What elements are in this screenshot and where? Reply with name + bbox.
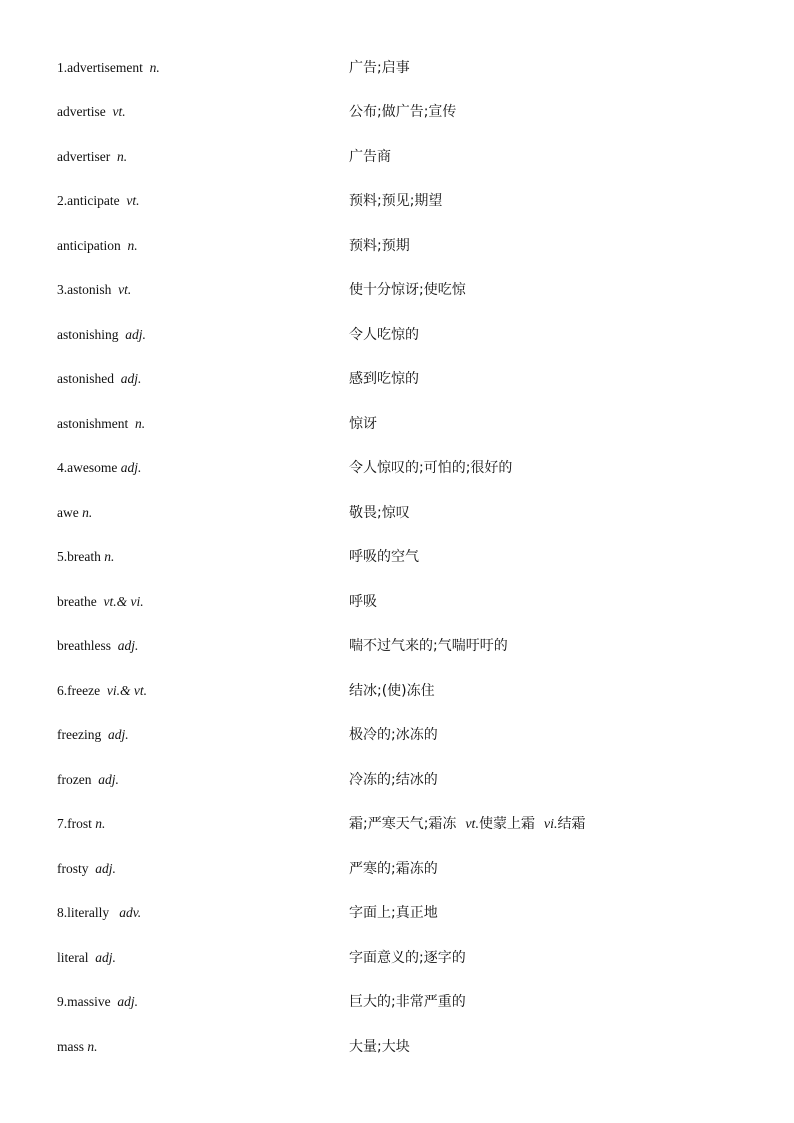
word: advertiser [57,149,111,164]
vocab-row [0,903,794,927]
part-of-speech: n. [104,549,115,564]
vocab-term [57,147,127,167]
part-of-speech: adj. [125,327,146,342]
meaning: 感到吃惊的 [349,371,419,387]
word: frozen [57,772,92,787]
vocab-term [57,58,160,78]
vocab-term [57,903,141,923]
word: 2.anticipate [57,193,120,208]
word: astonished [57,371,114,386]
meaning-main: 霜;严寒天气;霜冻 [349,816,457,832]
vocab-row [0,414,794,438]
meaning: 字面上;真正地 [349,905,438,921]
word: 3.astonish [57,282,112,297]
meaning: 极冷的;冰冻的 [349,727,438,743]
vocab-row [0,1037,794,1061]
meaning: 预料;预见;期望 [349,193,443,209]
vocab-term [57,814,105,834]
part-of-speech: n. [135,416,146,431]
meaning: 广告商 [349,149,391,165]
vocab-row [0,147,794,171]
meaning: 严寒的;霜冻的 [349,861,438,877]
vi-meaning: 结霜 [557,816,586,832]
word: mass [57,1039,84,1054]
vocab-term [57,458,141,478]
word: 1.advertisement [57,60,143,75]
part-of-speech: adv. [119,905,142,920]
vocab-row [0,770,794,794]
vocab-term [57,592,144,612]
meaning: 喘不过气来的;气喘吁吁的 [349,638,508,654]
vocab-term [57,992,138,1012]
word: 8.literally [57,905,110,920]
part-of-speech: n. [127,238,138,253]
vi-label: vi. [543,817,558,832]
word: astonishment [57,416,129,431]
vocab-row [0,503,794,527]
meaning: 大量;大块 [349,1039,410,1055]
vocab-term [57,325,146,345]
vocab-term [57,725,129,745]
vocab-row [0,236,794,260]
word: astonishing [57,327,119,342]
part-of-speech: vt. [118,282,132,297]
vocab-term [57,191,139,211]
word: 4.awesome [57,460,118,475]
vocab-term [57,503,92,523]
meaning: 公布;做广告;宣传 [349,104,457,120]
vocab-row [0,547,794,571]
vocab-row [0,681,794,705]
part-of-speech: adj. [120,371,142,386]
meaning: 结冰;(使)冻住 [349,683,435,699]
word: advertise [57,104,106,119]
vocab-term [57,681,147,701]
meaning: 巨大的;非常严重的 [349,994,466,1010]
meaning: 呼吸 [349,594,377,610]
part-of-speech: adj. [98,772,119,787]
vocab-term [57,102,126,122]
word: 9.massive [57,994,111,1009]
meaning: 呼吸的空气 [349,549,419,565]
vocab-term [57,369,141,389]
vocab-row [0,102,794,126]
meaning: 预料;预期 [349,238,410,254]
vocab-term [57,770,119,790]
part-of-speech: n. [82,505,93,520]
vocab-row [0,191,794,215]
part-of-speech: vt. [126,193,140,208]
vocab-row [0,369,794,393]
part-of-speech: adj. [95,950,116,965]
vocab-row [0,725,794,749]
meaning: 惊讶 [349,416,377,432]
vt-label: vt. [465,817,479,832]
vocab-row [0,992,794,1016]
word: awe [57,505,79,520]
meaning: 广告;启事 [349,60,410,76]
vocab-row [0,58,794,82]
meaning: 冷冻的;结冰的 [349,772,438,788]
meaning [349,814,585,835]
word: 5.breath [57,549,101,564]
part-of-speech: adj. [107,727,129,742]
vocab-term [57,414,145,434]
vocab-row [0,458,794,482]
vocab-row [0,636,794,660]
meaning: 令人惊叹的;可怕的;很好的 [349,460,513,476]
vocab-term [57,636,138,656]
meaning: 敬畏;惊叹 [349,505,410,521]
meaning: 字面意义的;逐字的 [349,950,466,966]
word: anticipation [57,238,121,253]
vocab-term [57,859,116,879]
word: 6.freeze [57,683,101,698]
vocab-row [0,948,794,972]
vt-meaning: 使蒙上霜 [478,816,535,832]
meaning: 使十分惊讶;使吃惊 [349,282,466,298]
part-of-speech: n. [95,816,106,831]
part-of-speech: vi.& vt. [106,683,147,698]
vocab-term [57,948,116,968]
word: 7.frost [57,816,92,831]
vocab-term [57,280,131,300]
part-of-speech: n. [116,149,128,164]
vocab-row [0,859,794,883]
part-of-speech: adj. [120,460,142,475]
word: breathless [57,638,111,653]
vocab-term [57,547,114,567]
vocab-row [0,814,794,838]
word: literal [57,950,89,965]
word: freezing [57,727,102,742]
part-of-speech: n. [87,1039,98,1054]
word: breathe [57,594,97,609]
part-of-speech: vt.& vi. [103,594,144,609]
part-of-speech: n. [149,60,160,75]
part-of-speech: adj. [117,638,139,653]
part-of-speech: adj. [95,861,116,876]
vocab-row [0,592,794,616]
vocab-term [57,236,138,256]
meaning: 令人吃惊的 [349,327,419,343]
vocab-row [0,280,794,304]
vocab-row [0,325,794,349]
part-of-speech: adj. [117,994,139,1009]
vocab-term [57,1037,98,1057]
part-of-speech: vt. [112,104,126,119]
word: frosty [57,861,89,876]
